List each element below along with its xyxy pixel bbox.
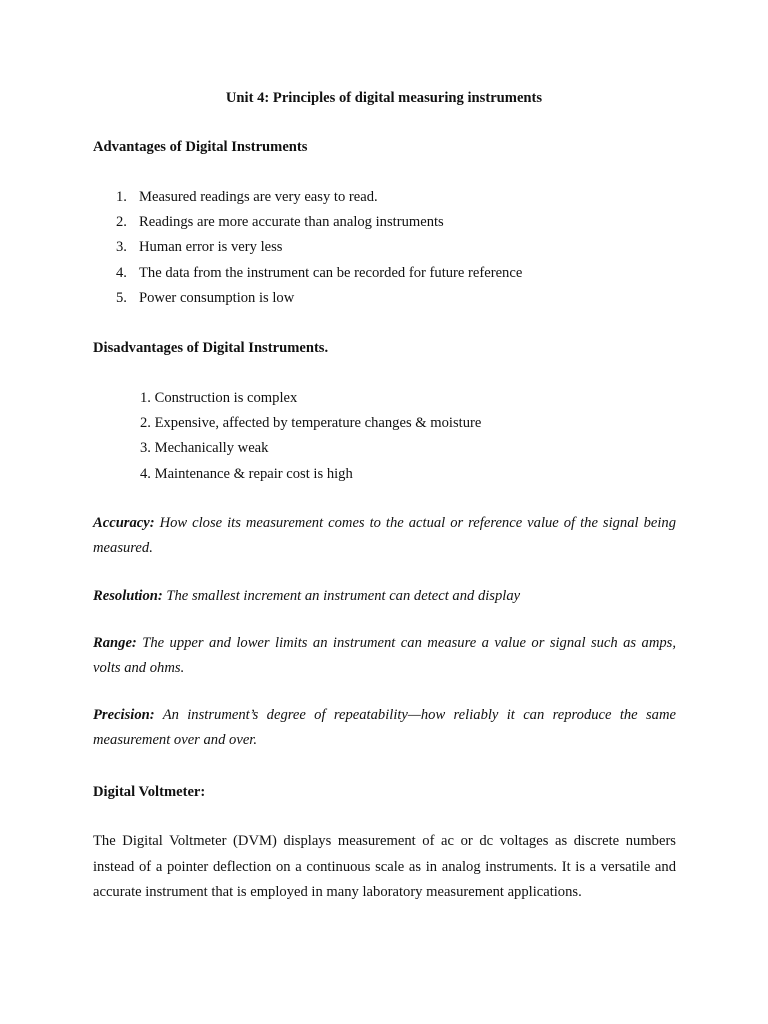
list-item (93, 187, 693, 212)
list-item-text: Power consumption is low (139, 289, 295, 306)
definition-term: Resolution: (93, 588, 163, 604)
list-item (93, 288, 693, 313)
page-title: Unit 4: Principles of digital measuring instruments (225, 90, 543, 106)
list-item (93, 263, 693, 288)
definition-text: The smallest increment an instrument can detect and display (162, 588, 521, 604)
definition-term: Range: (93, 635, 137, 651)
list-item (93, 237, 693, 262)
definition-text: How close its measurement comes to the actual or reference value of the signal being measured. (93, 515, 676, 556)
list-item-text: Readings are more accurate than analog instruments (139, 214, 444, 231)
list-item: 2. Expensive, affected by temperature changes & moisture (140, 415, 482, 432)
list-item (93, 212, 693, 237)
list-item-number: 1. (116, 189, 127, 205)
list-item-number: 2. (116, 214, 127, 231)
definition-term: Accuracy: (93, 515, 155, 531)
definition-term: Precision: (93, 707, 155, 723)
list-item-text: The data from the instrument can be recorded for future reference (139, 264, 523, 281)
advantages-heading: Advantages of Digital Instruments (93, 139, 308, 155)
list-item: 1. Construction is complex (140, 390, 298, 406)
range-definition (93, 631, 676, 681)
precision-definition (93, 703, 676, 753)
list-item: 3. Mechanically weak (140, 440, 269, 457)
list-item-number: 5. (116, 289, 127, 306)
list-item-number: 4. (116, 264, 127, 281)
list-item-text: Measured readings are very easy to read. (139, 189, 378, 205)
disadvantages-list (140, 388, 481, 489)
definition-text: An instrument’s degree of repeatability—how reliably it can reproduce the same measurement over and over. (93, 707, 676, 748)
dvm-paragraph: The Digital Voltmeter (DVM) displays measurement of ac or dc voltages as discrete numbers instead of a pointer deflection on a continuous scale as in analog instruments. It is a versatile and accurate instrument that is employed in many laboratory measurement applications. (93, 833, 676, 900)
dvm-heading: Digital Voltmeter: (93, 784, 206, 800)
list-item: 4. Maintenance & repair cost is high (140, 465, 353, 482)
disadvantages-heading: Disadvantages of Digital Instruments. (93, 340, 329, 356)
accuracy-definition (93, 511, 676, 561)
list-item-text: Human error is very less (139, 239, 283, 256)
advantages-list (93, 187, 693, 313)
resolution-definition (93, 584, 676, 609)
list-item-number: 3. (116, 239, 127, 256)
definition-text: The upper and lower limits an instrument can measure a value or signal such as amps, volts and ohms. (93, 635, 676, 676)
